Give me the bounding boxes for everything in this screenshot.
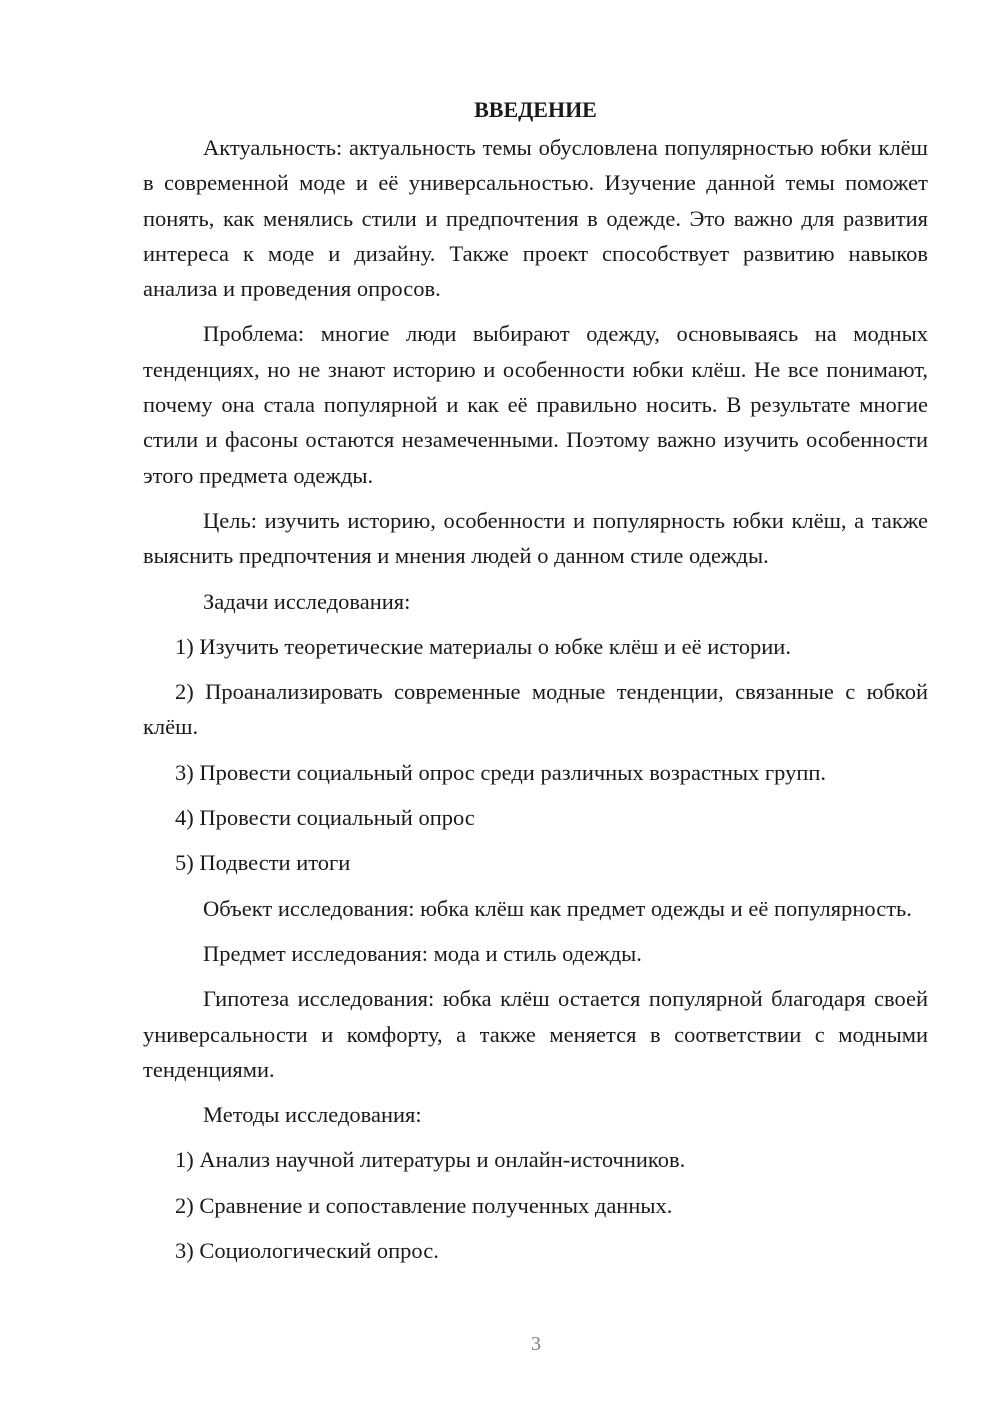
problem-paragraph: Проблема: многие люди выбирают одежду, основываясь на модных тенденциях, но не знают историю и особенности юбки клёш. Не все понимают, почему она стала популярной и как её правильно носить. В результате многие стили и фасоны остаются незамеченными. Поэтому важно изучить особенности этого предмета одежды. [143,321,928,488]
task-item: 2) Проанализировать современные модные тенденции, связанные с юбкой клёш. [143,679,928,740]
section-title: ВВЕДЕНИЕ [474,97,597,122]
tasks-heading: Задачи исследования: [203,588,411,614]
subject-paragraph: Предмет исследования: мода и стиль одежды. [203,940,642,966]
object-paragraph: Объект исследования: юбка клёш как предмет одежды и её популярность. [203,895,912,921]
document-page [143,92,928,1278]
method-item: 1) Анализ научной литературы и онлайн-источников. [175,1147,686,1173]
task-item: 3) Провести социальный опрос среди различных возрастных групп. [175,759,827,785]
page-number: 3 [531,1333,541,1355]
method-item: 3) Социологический опрос. [175,1238,439,1264]
task-item: 1) Изучить теоретические материалы о юбке клёш и её истории. [175,633,791,659]
relevance-paragraph: Актуальность: актуальность темы обусловлена популярностью юбки клёш в современной моде и её универсальностью. Изучение данной темы поможет понять, как менялись стили и предпочтения в одежде. Это важно для развития интереса к моде и дизайну. Также проект способствует развитию навыков анализа и проведения опросов. [143,135,928,302]
goal-paragraph: Цель: изучить историю, особенности и популярность юбки клёш, а также выяснить предпочтения и мнения людей о данном стиле одежды. [143,507,928,569]
methods-heading: Методы исследования: [203,1102,422,1128]
hypothesis-paragraph: Гипотеза исследования: юбка клёш остается популярной благодаря своей универсальности и комфорту, а также меняется в соответствии с модными тенденциями. [143,986,928,1082]
task-item: 4) Провести социальный опрос [175,805,475,831]
method-item: 2) Сравнение и сопоставление полученных данных. [175,1192,673,1218]
task-item: 5) Подвести итоги [175,850,351,876]
